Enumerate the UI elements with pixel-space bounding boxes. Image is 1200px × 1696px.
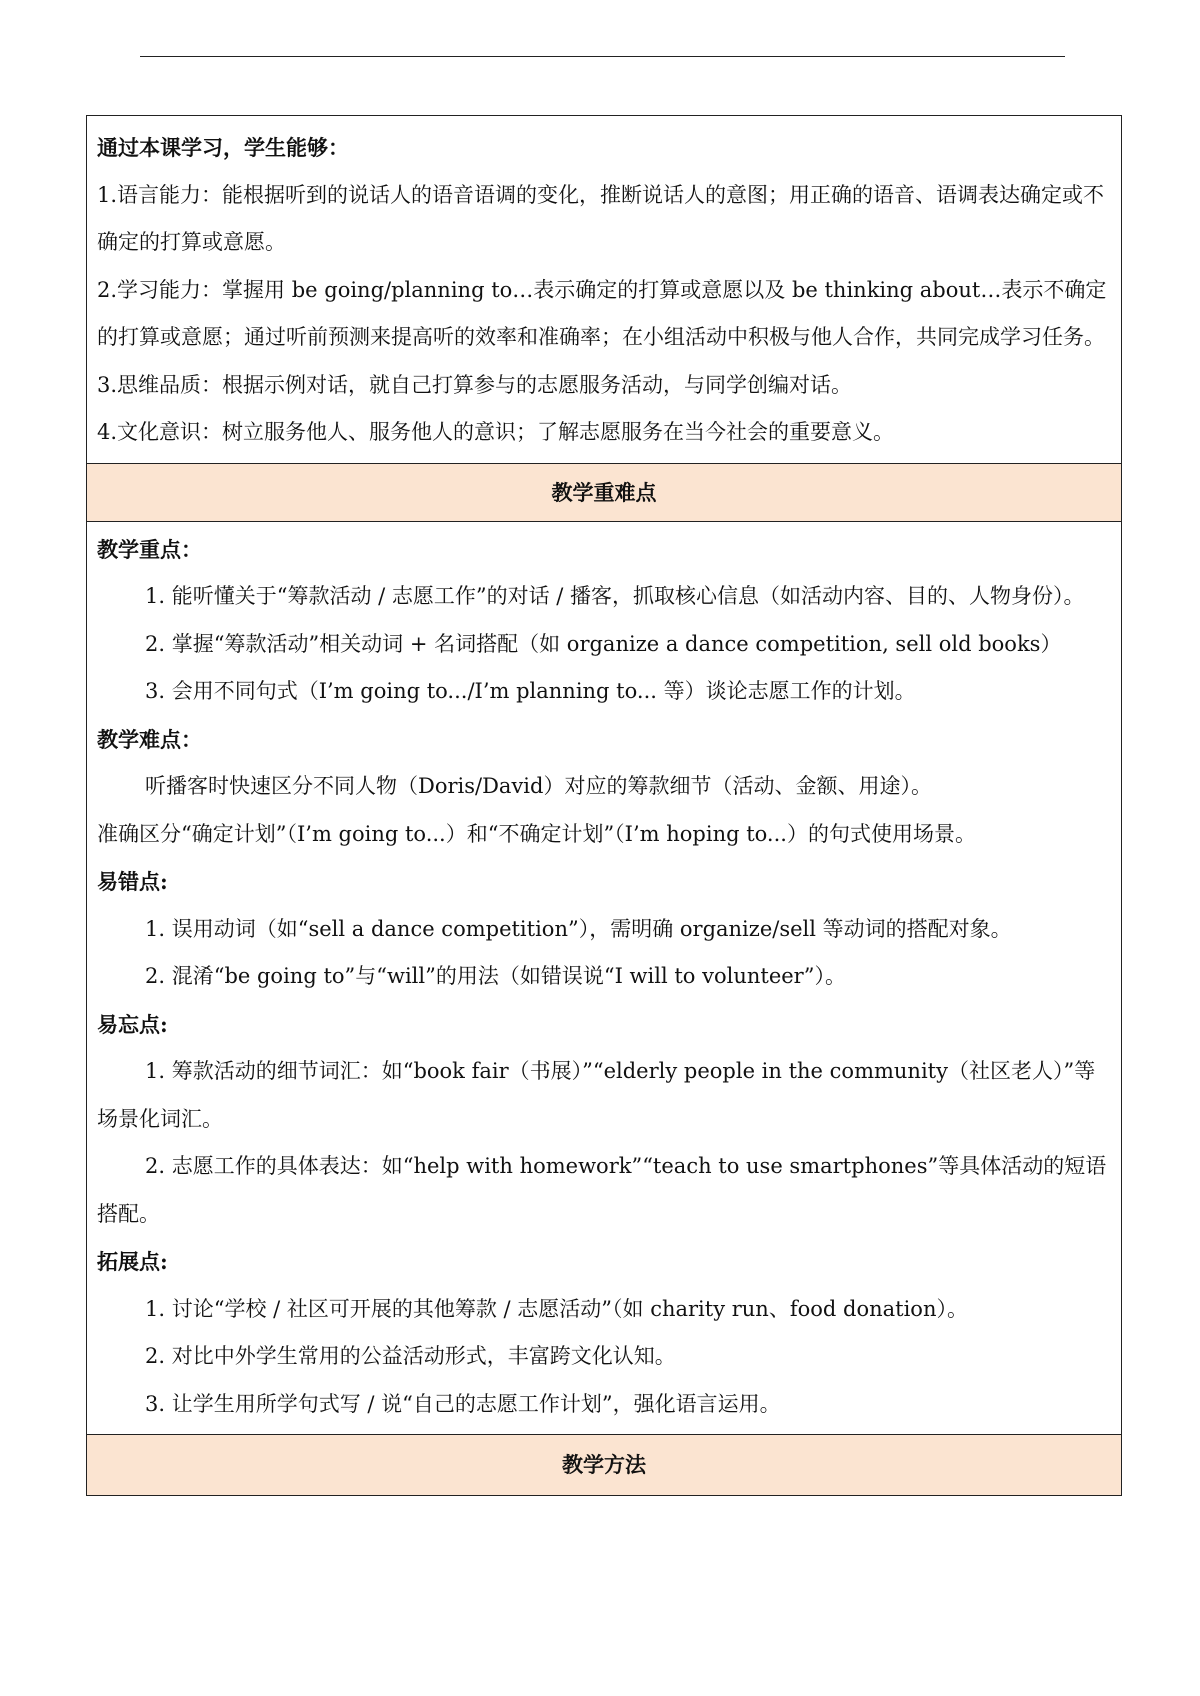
error-title: 易错点: [97, 869, 168, 894]
objective-item: 1.语言能力：能根据听到的说话人的语音语调的变化，推断说话人的意图；用正确的语音、语调表达确定或不确定的打算或意愿。 [97, 182, 1105, 254]
focus-item: 3. 会用不同句式（I’m going to.../I’m planning to... 等）谈论志愿工作的计划。 [145, 679, 916, 703]
focus-item: 1. 能听懂关于“筹款活动 / 志愿工作”的对话 / 播客，抓取核心信息（如活动内容、目的、人物身份）。 [145, 584, 1085, 608]
objectives-section [87, 116, 1121, 464]
extend-item: 2. 对比中外学生常用的公益活动形式，丰富跨文化认知。 [145, 1344, 676, 1368]
key-points-section [87, 522, 1121, 1436]
focus-title: 教学重点： [97, 536, 202, 562]
objective-item: 3.思维品质：根据示例对话，就自己打算参与的志愿服务活动，与同学创编对话。 [97, 372, 853, 397]
error-item: 2. 混淆“be going to”与“will”的用法（如错误说“I will to volunteer”）。 [145, 964, 846, 988]
lesson-plan-table [86, 115, 1122, 1496]
extend-item: 3. 让学生用所学句式写 / 说“自己的志愿工作计划”，强化语言运用。 [145, 1391, 781, 1416]
extend-item: 1. 讨论“学校 / 社区可开展的其他筹款 / 志愿活动”（如 charity run、food donation）。 [145, 1296, 968, 1321]
header-rule [140, 56, 1065, 57]
methods-header: 教学方法 [87, 1435, 1121, 1495]
objective-item: 2.学习能力：掌握用 be going/planning to…表示确定的打算或意愿以及 be thinking about…表示不确定的打算或意愿；通过听前预测来提高听的效率和准确率；在小组活动中积极与他人合作，共同完成学习任务。 [97, 277, 1107, 349]
objectives-intro: 通过本课学习，学生能够： [97, 135, 349, 160]
key-points-header: 教学重难点 [87, 464, 1121, 522]
error-item: 1. 误用动词（如“sell a dance competition”），需明确 organize/sell 等动词的搭配对象。 [145, 916, 1012, 941]
forget-title: 易忘点: [97, 1011, 168, 1037]
forget-item: 1. 筹款活动的细节词汇：如“book fair（书展）”“elderly people in the community（社区老人）”等场景化词汇。 [97, 1059, 1096, 1131]
difficulty-item: 准确区分“确定计划”（I’m going to...）和“不确定计划”（I’m hoping to...）的句式使用场景。 [97, 821, 976, 846]
extend-title: 拓展点: [97, 1249, 168, 1274]
objective-item: 4.文化意识：树立服务他人、服务他人的意识；了解志愿服务在当今社会的重要意义。 [97, 420, 895, 444]
focus-item: 2. 掌握“筹款活动”相关动词 + 名词搭配（如 organize a dance competition, sell old books） [145, 631, 1062, 656]
difficulty-item: 听播客时快速区分不同人物（Doris/David）对应的筹款细节（活动、金额、用途）。 [145, 774, 932, 798]
difficulty-title: 教学难点： [97, 726, 202, 752]
forget-item: 2. 志愿工作的具体表达：如“help with homework”“teach to use smartphones”等具体活动的短语搭配。 [97, 1154, 1107, 1226]
